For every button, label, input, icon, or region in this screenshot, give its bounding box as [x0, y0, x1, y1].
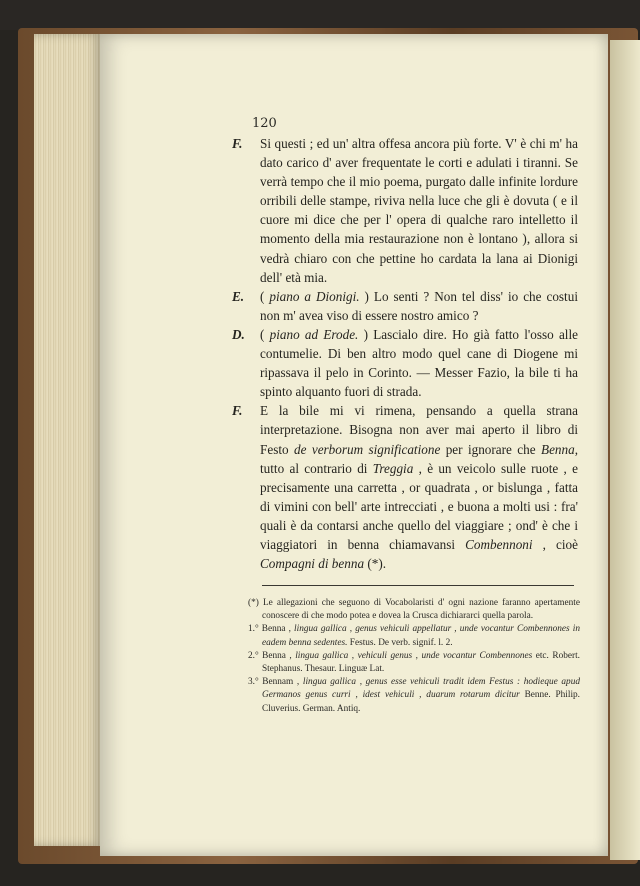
- text-run: ) Lascialo dire. Ho già fatto l'osso alle contumelie. Di ben altro modo quel cane di Diogene mi ripassava il pelo in Corinto. — Messer Fazio, la bile ti ha spinto alquanto fuori di strada.: [260, 326, 578, 400]
- speaker-label: F.: [232, 403, 243, 419]
- text-run: (*).: [364, 556, 387, 572]
- dialogue-paragraph: [228, 134, 578, 287]
- text-run: 3.° Bennam ,: [248, 677, 303, 688]
- text-run: (: [260, 326, 270, 342]
- text-run: (: [260, 288, 270, 304]
- text-run: etc. Robert. Stephanus. Thesaur. Linguæ Lat.: [262, 650, 580, 675]
- italic-text: piano a Dionigi.: [269, 288, 360, 304]
- footnote: [248, 650, 580, 676]
- text-run: , è un veicolo sulle ruote , e precisamente una carretta , or quadrata , or bislunga , fatta di vimini con bell' arte intrecciati , e buona a molti usi : fra' quali è da contarsi anche quello del viaggiare ; ond' è che i viaggiatori in benna chiamavansi: [260, 460, 578, 552]
- facing-page-edge: [610, 40, 640, 860]
- text-run: Benne. Philip. Cluverius. German. Antiq.: [262, 690, 580, 714]
- speaker-label: E.: [232, 288, 245, 304]
- text-run: E la bile mi vi rimena, pensando a quella strana interpretazione. Bisogna non aver mai aperto il libro di Festo: [260, 403, 578, 457]
- text-run: Festus. De verb. signif. l. 2.: [347, 637, 453, 648]
- dialogue-paragraph: [228, 325, 578, 401]
- dialogue-paragraph: [228, 401, 578, 573]
- speaker-label: D.: [232, 326, 245, 342]
- speaker-label: F.: [232, 136, 243, 151]
- background-top: [0, 0, 640, 30]
- italic-text: Treggia: [372, 460, 414, 476]
- text-run: 2.° Benna ,: [248, 650, 296, 661]
- italic-text: lingua gallica , genus vehiculi appellatur , unde vocantur Combennones in eadem benna sedentes.: [262, 624, 580, 648]
- text-run: Si questi ; ed un' altra offesa ancora più forte. V' è chi m' ha dato carico d' aver frequentate le corti e adulati i tiranni. Se verrà tempo che il mio poema, purgato dalle infinite lordure orribili delle stampe, riviva nella luce che gli è dovuta ( e il cuore mi dice che per l' opera di qualche raro intelletto il momento della mia restaurazione non è lontano ), allora si vedrà chiaro con che pettine ho cardata la lana ai Dionigi dell' età mia.: [260, 136, 578, 285]
- text-run: (*) Le allegazioni che seguono di Vocabolaristi d' ogni nazione faranno apertamente conoscere di che modo potea e dovea la Crusca dichiararci quella parola.: [248, 598, 580, 622]
- footnote: [248, 676, 580, 716]
- text-run: , tutto al contrario di: [260, 441, 579, 476]
- text-run: 1.° Benna ,: [248, 624, 295, 635]
- footnote: [248, 623, 580, 649]
- italic-text: lingua gallica , genus esse vehiculi tradit idem Festus : hodieque apud Germanos genus curri , idest vehiculi , duarum rotarum dicitur: [262, 677, 580, 701]
- italic-text: piano ad Erode.: [269, 326, 359, 342]
- footnote: [248, 597, 580, 623]
- dialogue-paragraph: [228, 287, 578, 325]
- italic-text: Combennoni: [465, 536, 533, 552]
- text-run: per ignorare che: [440, 441, 542, 457]
- text-run: ) Lo senti ? Non tel diss' io che costui non m' avea viso di essere nostro amico ?: [260, 288, 578, 323]
- text-run: , cioè: [532, 536, 578, 552]
- footnote-rule: [262, 585, 574, 586]
- italic-text: de verborum significatione: [293, 441, 441, 457]
- italic-text: Compagni di benna: [260, 556, 365, 572]
- italic-text: Benna: [541, 441, 575, 457]
- italic-text: lingua gallica , vehiculi genus , unde vocantur Combennones: [295, 650, 533, 661]
- footnotes: [248, 597, 580, 716]
- dialogue-text: [228, 134, 578, 573]
- page-edges: [34, 34, 104, 846]
- page-number: 120: [252, 116, 277, 131]
